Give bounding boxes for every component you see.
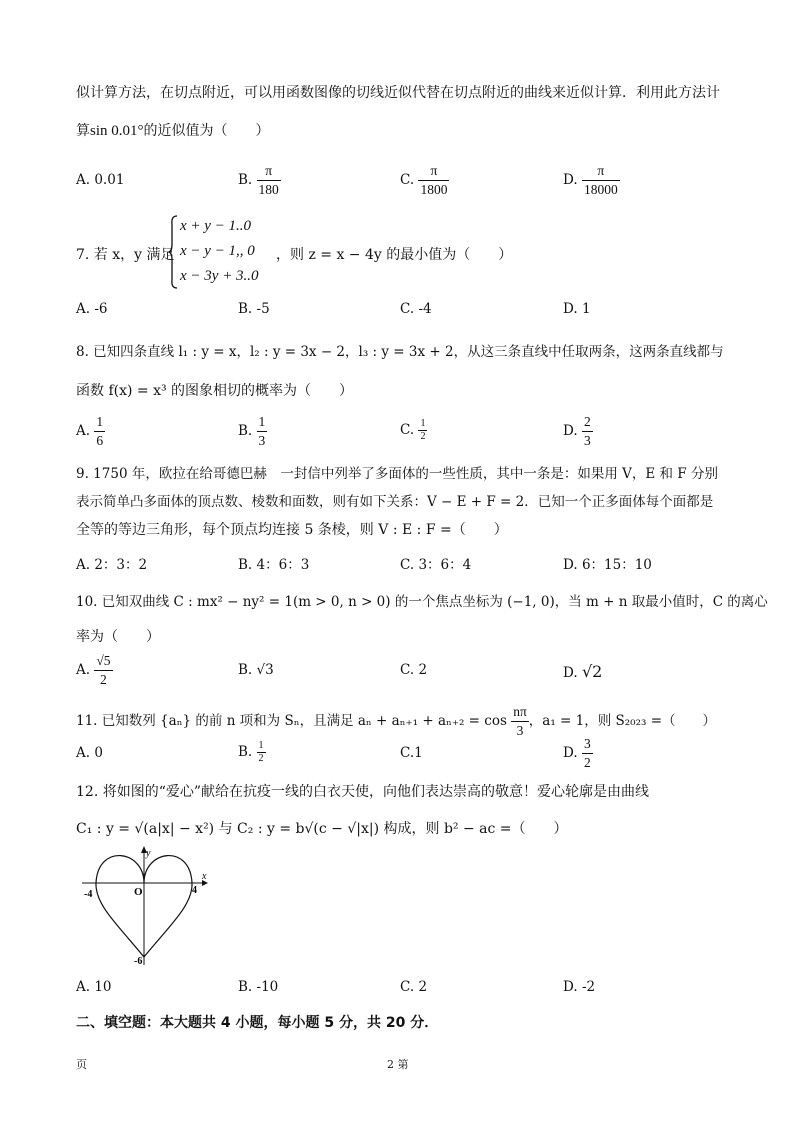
q9-line2: 表示简单凸多面体的顶点数、棱数和面数，则有如下关系：V − E + F = 2．已知一个正多面体每个面都是 xyxy=(76,494,714,510)
q7-system xyxy=(168,214,259,289)
q6-line2-pre: 算 xyxy=(76,123,90,139)
option-label: C. xyxy=(400,172,415,188)
q6-math: sin 0.01° xyxy=(90,123,144,139)
q7-option-a: A. -6 xyxy=(76,301,108,317)
q12-option-d: D. -2 xyxy=(563,979,596,995)
q9-option-d: D. 6：15：10 xyxy=(563,557,652,573)
q8-option-c: C. $\frac{1}{2}$ xyxy=(400,418,426,442)
page-number: 2 第 xyxy=(387,1058,409,1071)
q6-option-a xyxy=(76,172,124,188)
q6-line2 xyxy=(76,120,270,140)
q6-option-d xyxy=(563,162,620,199)
section-heading: 二、填空题：本大题共 4 小题，每小题 5 分，共 20 分． xyxy=(76,1015,439,1031)
q12-option-a: A. 10 xyxy=(76,979,112,995)
q12-option-b: B. -10 xyxy=(238,979,279,995)
q10-line2: 率为（ ） xyxy=(76,629,160,645)
y-axis-label: y xyxy=(146,848,151,859)
option-label: D. xyxy=(563,172,578,188)
q11-option-a: A. 0 xyxy=(76,745,103,761)
q9-option-b: B. 4：6：3 xyxy=(238,557,310,573)
q9-line1: 9. 1750 年，欧拉在给哥德巴赫 一封信中列举了多面体的一些性质，其中一条是：如果用 V，E 和 F 分别 xyxy=(76,466,718,482)
origin-label: O xyxy=(134,886,143,898)
fraction: $\frac{n\pi}{3}$ xyxy=(513,704,527,738)
q9-option-a: A. 2：3：2 xyxy=(76,557,148,573)
q8-option-a: A. $\frac{1}{6}$ xyxy=(76,414,104,448)
q10-option-a: A. $\frac{√5}{2}$ xyxy=(76,653,111,687)
q10-option-c: C. 2 xyxy=(400,662,428,678)
q9-line3: 全等的等边三角形，每个顶点均连接 5 条棱，则 V : E : F =（ ） xyxy=(76,522,508,538)
heart-figure xyxy=(80,845,212,970)
q6-option-b xyxy=(238,162,281,199)
q8-line2: 函数 f(x) = x³ 的图象相切的概率为（ ） xyxy=(76,383,354,399)
q6-line1: 似计算方法，在切点附近，可以用函数图像的切线近似代替在切点附近的曲线来近似计算．利用此方法计 xyxy=(76,85,720,101)
brace-icon xyxy=(168,214,178,290)
q12-line1: 12. 将如图的“爱心”献给在抗疫一线的白衣天使，向他们表达崇高的敬意！爱心轮廓是由曲线 xyxy=(76,784,650,800)
q10-option-d: D. √2 xyxy=(563,662,603,681)
system-row: x + y − 1..0 xyxy=(180,218,252,234)
q7-stem-pre: 7. 若 x，y 满足 xyxy=(76,247,175,263)
footer-left: 页 xyxy=(76,1058,87,1071)
q10-option-b: B. √3 xyxy=(238,662,274,678)
q8-option-b: B. $\frac{1}{3}$ xyxy=(238,414,266,448)
fraction: $\frac{\pi}{180}$ xyxy=(258,163,279,197)
q7-stem-post: ，则 z = x − 4y 的最小值为（ ） xyxy=(276,247,513,263)
x-axis-label: x xyxy=(202,871,207,882)
q8-line1: 8. 已知四条直线 l₁ : y = x，l₂ : y = 3x − 2，l₃ : y = 3x + 2，从这三条直线中任取两条，这两条直线都与 xyxy=(76,344,724,360)
fraction: $\frac{\pi}{18000}$ xyxy=(583,163,618,197)
q10-line1: 10. 已知双曲线 C : mx² − ny² = 1(m > 0, n > 0) 的一个焦点坐标为 (−1, 0)，当 m + n 取最小值时，C 的离心 xyxy=(76,594,768,610)
q7-option-b: B. -5 xyxy=(238,301,270,317)
left-label: -4 xyxy=(84,889,93,900)
q8-option-d: D. $\frac{2}{3}$ xyxy=(563,414,591,448)
option-text: 0.01 xyxy=(94,172,125,188)
q7-option-d: D. 1 xyxy=(563,301,591,317)
q12-option-c: C. 2 xyxy=(400,979,428,995)
q6-line2-post: 的近似值为（ ） xyxy=(143,123,270,139)
q11-option-d: D. $\frac{3}{2}$ xyxy=(563,736,591,770)
system-row: x − 3y + 3..0 xyxy=(180,268,259,284)
option-label: A. xyxy=(76,172,91,188)
q12-line2: C₁ : y = √(a|x| − x²) 与 C₂ : y = b√(c − √|x|) 构成，则 b² − ac =（ ） xyxy=(76,821,568,837)
q9-option-c: C. 3：6：4 xyxy=(400,557,472,573)
q7-option-c: C. -4 xyxy=(400,301,432,317)
fraction: $\frac{\pi}{1800}$ xyxy=(420,163,448,197)
q11-option-b: B. $\frac{1}{2}$ xyxy=(238,740,264,764)
bottom-label: -6 xyxy=(134,956,143,967)
q11-option-c: C.1 xyxy=(400,745,423,761)
q6-option-c xyxy=(400,162,449,199)
option-label: B. xyxy=(238,172,253,188)
system-row: x − y − 1,, 0 xyxy=(180,243,255,259)
q11-stem: 11. 已知数列 {aₙ} 的前 n 项和为 Sₙ，且满足 aₙ + aₙ₊₁ + aₙ₊₂ = cos $\frac{n\pi}{3}$ ，a₁ = 1，则 S₂₀₂₃ =（ ） xyxy=(76,704,717,738)
right-label: 4 xyxy=(192,885,197,896)
